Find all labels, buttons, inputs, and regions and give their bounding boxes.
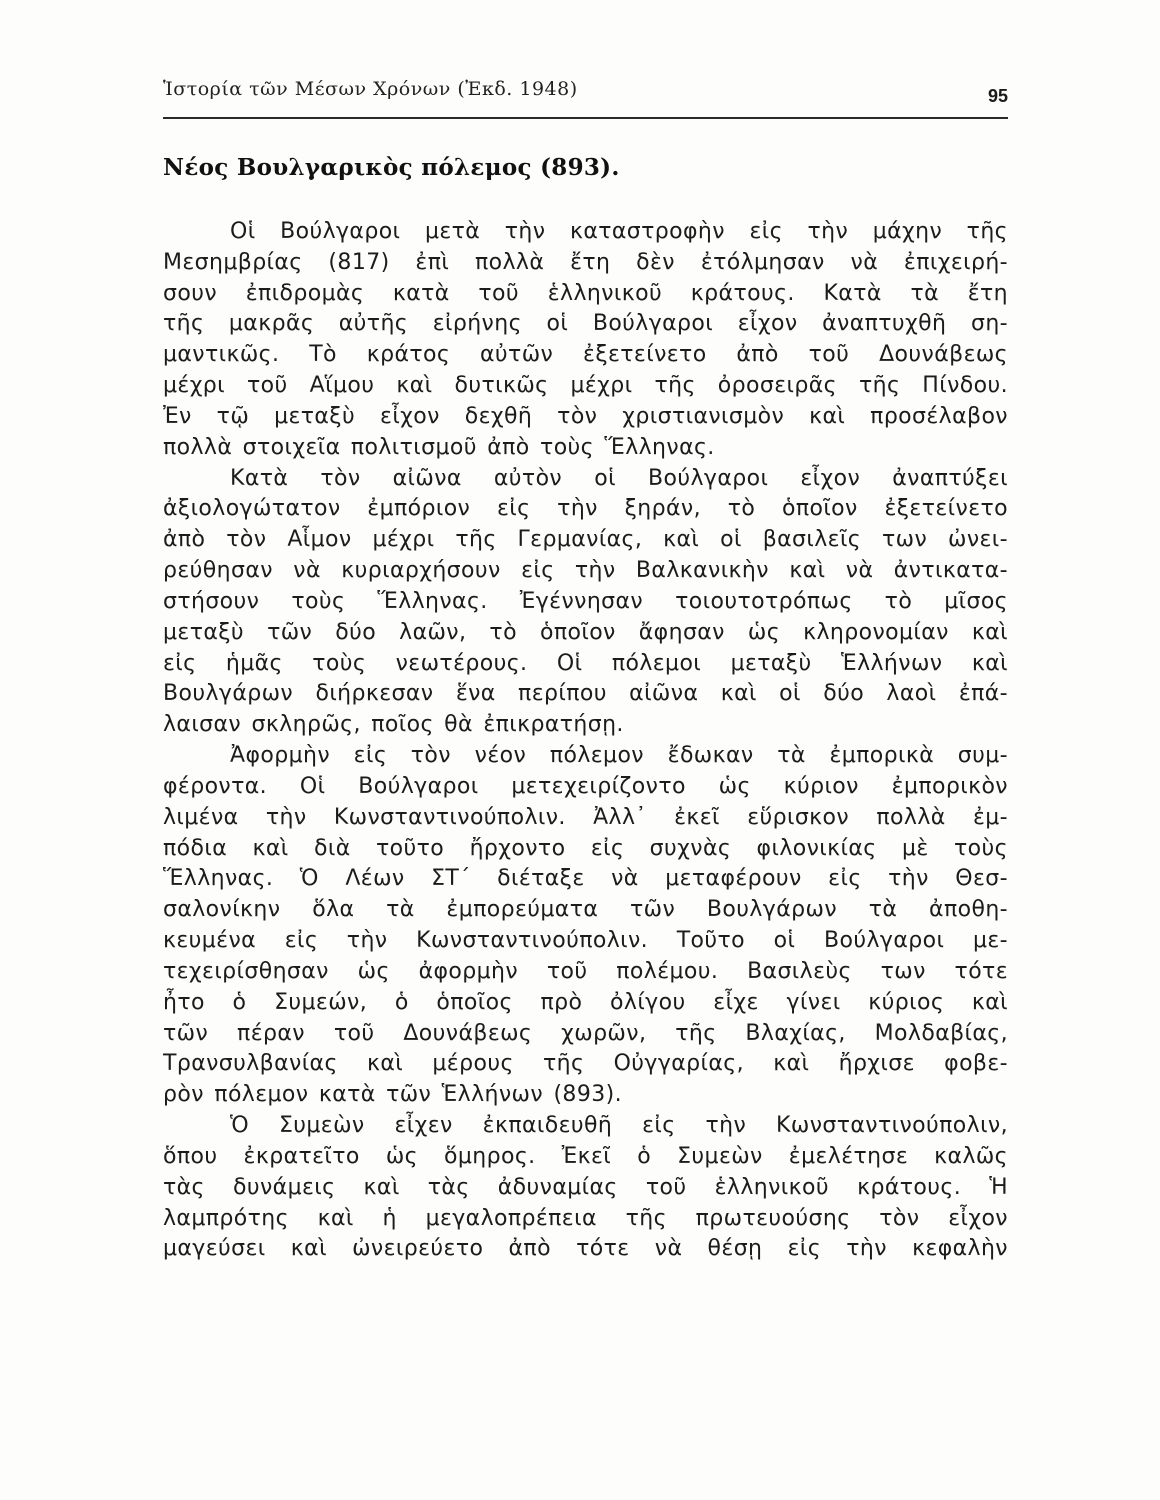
header-rule — [163, 117, 1008, 119]
text-line: ἀξιολογώτατον ἐμπόριον εἰς τὴν ξηράν, τὸ ὁποῖον ἐξετείνετο — [163, 496, 1008, 522]
section-heading: Νέος Βουλγαρικὸς πόλεμος (893). — [163, 154, 620, 181]
text-line: πολλὰ στοιχεῖα πολιτισμοῦ ἀπὸ τοὺς Ἕλληνας. — [163, 434, 715, 460]
text-line: στήσουν τοὺς Ἕλληνας. Ἐγέννησαν τοιουτοτρόπως τὸ μῖσος — [163, 588, 1008, 614]
text-line: τὰς δυνάμεις καὶ τὰς ἀδυναμίας τοῦ ἑλληνικοῦ κράτους. Ἡ — [163, 1174, 1008, 1200]
text-line: σουν ἐπιδρομὰς κατὰ τοῦ ἑλληνικοῦ κράτους. Κατὰ τὰ ἔτη — [163, 280, 1008, 306]
text-line: λαισαν σκληρῶς, ποῖος θὰ ἐπικρατήσῃ. — [163, 712, 624, 738]
text-line: Ἀφορμὴν εἰς τὸν νέον πόλεμον ἔδωκαν τὰ ἐμπορικὰ συμ- — [230, 743, 1008, 769]
text-line: μαντικῶς. Τὸ κράτος αὐτῶν ἐξετείνετο ἀπὸ τοῦ Δουνάβεως — [163, 342, 1008, 368]
text-line: Ἕλληνας. Ὁ Λέων ΣΤ΄ διέταξε νὰ μεταφέρουν εἰς τὴν Θεσ- — [163, 866, 1008, 892]
text-line: σαλονίκην ὅλα τὰ ἐμπορεύματα τῶν Βουλγάρων τὰ ἀποθη- — [163, 897, 1008, 923]
text-line: εἰς ἡμᾶς τοὺς νεωτέρους. Οἱ πόλεμοι μεταξὺ Ἑλλήνων καὶ — [163, 650, 1008, 676]
text-line: τεχειρίσθησαν ὡς ἀφορμὴν τοῦ πολέμου. Βασιλεὺς των τότε — [163, 958, 1008, 984]
text-line: Τρανσυλβανίας καὶ μέρους τῆς Οὐγγαρίας, καὶ ἤρχισε φοβε- — [163, 1051, 1008, 1077]
text-line: λαμπρότης καὶ ἡ μεγαλοπρέπεια τῆς πρωτευούσης τὸν εἶχον — [163, 1205, 1008, 1231]
text-line: Μεσημβρίας (817) ἐπὶ πολλὰ ἔτη δὲν ἐτόλμησαν νὰ ἐπιχειρή- — [163, 249, 1008, 275]
body-text — [163, 217, 1008, 1265]
text-line: πόδια καὶ διὰ τοῦτο ἤρχοντο εἰς συχνὰς φιλονικίας μὲ τοὺς — [163, 835, 1008, 861]
text-line: ρὸν πόλεμον κατὰ τῶν Ἑλλήνων (893). — [163, 1082, 622, 1108]
page-header — [163, 72, 1008, 108]
text-line: τῶν πέραν τοῦ Δουνάβεως χωρῶν, τῆς Βλαχίας, Μολδαβίας, — [163, 1020, 1008, 1046]
text-line: μαγεύσει καὶ ὠνειρεύετο ἀπὸ τότε νὰ θέσῃ εἰς τὴν κεφαλὴν — [163, 1236, 1008, 1262]
text-line: ρεύθησαν νὰ κυριαρχήσουν εἰς τὴν Βαλκανικὴν καὶ νὰ ἀντικατα- — [163, 558, 1008, 584]
text-line: φέροντα. Οἱ Βούλγαροι μετεχειρίζοντο ὡς κύριον ἐμπορικὸν — [163, 773, 1008, 799]
text-line: ὅπου ἐκρατεῖτο ὡς ὅμηρος. Ἐκεῖ ὁ Συμεὼν ἐμελέτησε καλῶς — [163, 1143, 1008, 1169]
text-line: Βουλγάρων διήρκεσαν ἕνα περίπου αἰῶνα καὶ οἱ δύο λαοὶ ἐπά- — [163, 681, 1008, 707]
text-line: λιμένα τὴν Κωνσταντινούπολιν. Ἀλλ᾿ ἐκεῖ εὕρισκον πολλὰ ἐμ- — [163, 804, 1008, 830]
text-line: μέχρι τοῦ Αἵμου καὶ δυτικῶς μέχρι τῆς ὀροσειρᾶς τῆς Πίνδου. — [163, 373, 1008, 399]
text-line: μεταξὺ τῶν δύο λαῶν, τὸ ὁποῖον ἄφησαν ὡς κληρονομίαν καὶ — [163, 619, 1008, 645]
text-line: τῆς μακρᾶς αὐτῆς εἰρήνης οἱ Βούλγαροι εἶχον ἀναπτυχθῆ ση- — [163, 311, 1008, 337]
text-line: ἦτο ὁ Συμεών, ὁ ὁποῖος πρὸ ὀλίγου εἶχε γίνει κύριος καὶ — [163, 989, 1008, 1015]
text-line: Οἱ Βούλγαροι μετὰ τὴν καταστροφὴν εἰς τὴν μάχην τῆς — [230, 219, 1008, 244]
text-line: κευμένα εἰς τὴν Κωνσταντινούπολιν. Τοῦτο οἱ Βούλγαροι με- — [163, 928, 1008, 954]
text-line: ἀπὸ τὸν Αἷμον μέχρι τῆς Γερμανίας, καὶ οἱ βασιλεῖς των ὠνει- — [163, 527, 1008, 553]
text-line: Ὁ Συμεὼν εἶχεν ἐκπαιδευθῆ εἰς τὴν Κωνσταντινούπολιν, — [230, 1113, 1008, 1139]
text-line: Ἐν τῷ μεταξὺ εἶχον δεχθῆ τὸν χριστιανισμὸν καὶ προσέλαβον — [163, 403, 1008, 429]
page-number: 95 — [987, 86, 1008, 106]
text-line: Κατὰ τὸν αἰῶνα αὐτὸν οἱ Βούλγαροι εἶχον ἀναπτύξει — [230, 465, 1008, 491]
running-title: Ἱστορία τῶν Μέσων Χρόνων (Ἐκδ. 1948) — [163, 78, 578, 100]
